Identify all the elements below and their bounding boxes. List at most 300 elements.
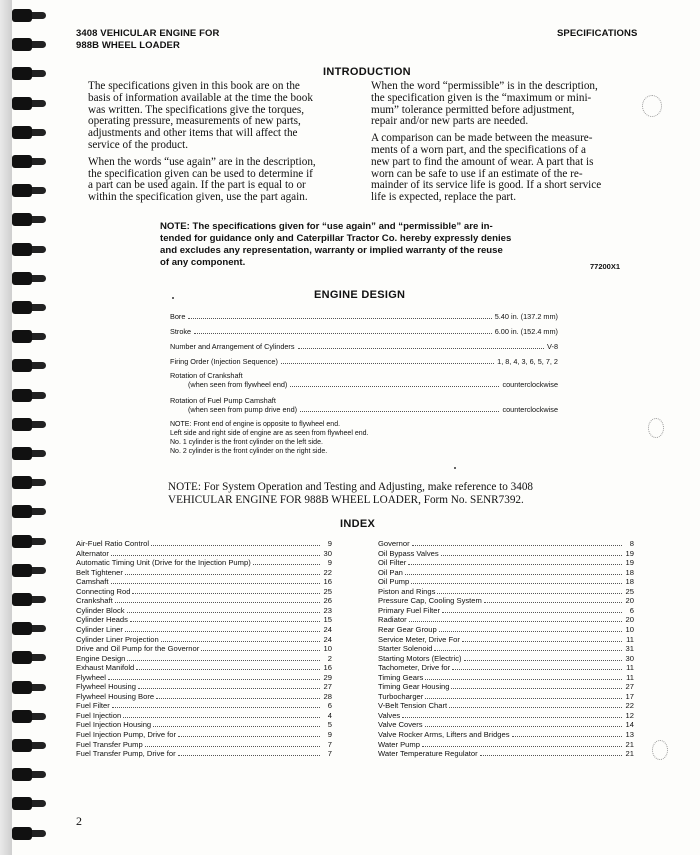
index-entry-page: 4 [327,710,332,720]
ring-loop [12,505,32,518]
leader-dots [145,746,320,747]
intro-right-line: ments of a worn part, and the specifications of a [371,143,586,156]
binding-ring [12,243,46,256]
index-entry [378,663,634,672]
intro-right-line: A comparison can be made between the measure- [371,132,593,145]
index-entry-label: Timing Gear Housing [378,682,450,692]
leader-dots [111,555,320,556]
index-entry-page: 18 [625,567,634,577]
intro-left-line: When the words “use again” are in the description, [88,155,316,168]
index-entry-page: 10 [625,624,634,634]
warranty-note-line: tended for guidance only and Caterpillar Tractor Co. hereby expressly denies [160,233,512,244]
index-entry-page: 27 [625,682,634,692]
index-entry [378,625,634,634]
index-entry-page: 7 [327,749,332,759]
index-entry-page: 10 [323,644,332,654]
index-entry-label: Cylinder Liner [76,624,123,634]
intro-left-line: the specification given can be used to determine if [88,167,313,180]
ring-hook [32,362,46,369]
orientation-note-line: Left side and right side of engine are as seen from flywheel end. [170,430,369,437]
leader-dots [441,555,622,556]
index-entry-page: 8 [629,539,634,548]
index-entry-page: 15 [323,615,332,625]
ring-loop [12,535,32,548]
margin-smudge [648,418,664,438]
leader-dots [442,612,622,613]
intro-left-line: a part can be used again. If the part is equal to or [88,179,306,192]
leader-dots [127,612,320,613]
ring-loop [12,330,32,343]
index-entry [378,568,634,577]
index-entry-label: Cylinder Block [76,605,125,615]
ring-loop [12,301,32,314]
ring-loop [12,710,32,723]
orientation-note-line: No. 2 cylinder is the front cylinder on the right side. [170,448,328,455]
index-entry-page: 14 [625,720,634,730]
ring-hook [32,246,46,253]
ring-hook [32,596,46,603]
index-entry [76,625,332,634]
index-entry-page: 16 [323,663,332,673]
index-entry [378,596,634,605]
index-entry [378,635,634,644]
intro-right-line: mainder of its service life is good. If a short service [371,179,602,192]
introduction-heading: INTRODUCTION [323,66,411,78]
binding-ring [12,651,46,664]
leader-dots [281,363,494,364]
index-entry-label: Oil Pan [378,567,403,577]
spec-row-firing-order [170,357,558,366]
header-title-line2: 988B WHEEL LOADER [76,40,180,51]
index-entry-label: Drive and Oil Pump for the Governor [76,644,200,654]
index-entry-label: Governor [378,539,410,548]
index-entry-page: 11 [626,663,634,673]
index-entry-label: Cylinder Liner Projection [76,634,159,644]
index-entry-label: V-Belt Tension Chart [378,701,448,711]
index-entry [76,587,332,596]
ring-loop [12,651,32,664]
index-entry [378,673,634,682]
index-entry-label: Cylinder Heads [76,615,128,625]
ring-loop [12,67,32,80]
index-entry [76,740,332,749]
ring-loop [12,797,32,810]
index-entry-page: 9 [327,730,332,739]
leader-dots [156,698,320,699]
index-entry-page: 26 [323,596,332,606]
leader-dots [449,707,622,708]
spec-label: Rotation of Crankshaft [170,371,243,380]
index-entry-label: Piston and Rings [378,586,436,596]
intro-left-line: adjustments and other items that will affect the [88,127,298,140]
index-entry-page: 18 [625,577,634,587]
ring-loop [12,389,32,402]
ring-hook [32,41,46,48]
index-entry [378,711,634,720]
page-number: 2 [76,814,82,828]
index-entry-label: Automatic Timing Unit (Drive for the Injection Pump) [76,558,251,568]
index-entry [76,749,332,758]
leader-dots [298,348,545,349]
ring-hook [32,421,46,428]
index-entry [76,654,332,663]
ring-loop [12,418,32,431]
index-entry [378,720,634,729]
warranty-note [160,221,590,269]
index-entry-page: 16 [323,577,332,587]
spec-label: (when seen from flywheel end) [188,380,288,389]
index-entry-label: Flywheel Housing [76,682,136,692]
index-entry-page: 6 [327,701,332,711]
index-entry-label: Starting Motors (Electric) [378,653,462,663]
ring-hook [32,392,46,399]
index-entry-page: 9 [327,539,332,548]
intro-right-line: repair and/or new parts are needed. [371,115,529,128]
ring-loop [12,213,32,226]
reference-note-line: NOTE: For System Operation and Testing and Adjusting, make reference to 3408 [168,481,534,493]
index-entry-page: 24 [323,624,332,634]
index-entry-page: 13 [625,730,634,739]
index-entry-page: 22 [323,567,332,577]
index-entry-page: 22 [625,701,634,711]
leader-dots [178,755,320,756]
speck-mark [172,297,174,299]
index-entry [378,682,634,691]
index-entry [378,740,634,749]
leader-dots [480,755,622,756]
ring-hook [32,129,46,136]
leader-dots [464,660,622,661]
ring-hook [32,800,46,807]
leader-dots [151,545,320,546]
spec-value: V-8 [547,342,558,351]
ring-hook [32,538,46,545]
index-entry [76,596,332,605]
index-entry-page: 31 [625,644,634,654]
leader-dots [125,574,320,575]
leader-dots [127,660,320,661]
ring-loop [12,622,32,635]
leader-dots [115,602,320,603]
ring-hook [32,450,46,457]
index-entry-label: Engine Design [76,653,126,663]
index-entry-page: 20 [625,596,634,606]
binding-ring [12,38,46,51]
leader-dots [439,631,622,632]
index-entry-page: 30 [323,548,332,558]
intro-right-line: new part to find the amount of wear. A part that is [371,155,594,168]
index-entry-label: Fuel Injection [76,710,122,720]
ring-loop [12,739,32,752]
index-entry [378,730,634,739]
index-entry [76,692,332,701]
leader-dots [125,631,320,632]
leader-dots [136,669,320,670]
index-entry [76,644,332,653]
index-entry-page: 25 [323,586,332,596]
index-entry [378,654,634,663]
index-entry-label: Fuel Injection Pump, Drive for [76,730,177,739]
leader-dots [153,726,320,727]
intro-left-line: The specifications given in this book are on the [88,80,300,92]
index-entry-label: Fuel Injection Housing [76,720,152,730]
ring-loop [12,155,32,168]
leader-dots [425,679,622,680]
binding-ring [12,272,46,285]
index-heading: INDEX [340,518,376,530]
intro-right-line: life is expected, replace the part. [371,191,517,204]
index-entry [76,720,332,729]
spec-row-cylinders [170,342,558,351]
ring-loop [12,243,32,256]
intro-left-column [88,81,346,204]
header-section-label: SPECIFICATIONS [557,28,638,39]
binding-ring [12,827,46,840]
ring-loop [12,827,32,840]
index-entry-label: Fuel Transfer Pump [76,739,143,749]
ring-loop [12,476,32,489]
index-entry [378,606,634,615]
binding-ring [12,710,46,723]
index-entry [378,615,634,624]
binding-spine [0,0,12,855]
ring-hook [32,771,46,778]
ring-hook [32,333,46,340]
ring-loop [12,359,32,372]
binding-ring [12,622,46,635]
leader-dots [108,679,320,680]
index-entry [76,606,332,615]
leader-dots [425,726,622,727]
index-entry-page: 6 [629,605,634,615]
ring-hook [32,625,46,632]
index-entry-page: 11 [626,672,634,682]
index-entry-label: Rear Gear Group [378,624,437,634]
index-entry-label: Fuel Filter [76,701,110,711]
index-entry-label: Camshaft [76,577,109,587]
index-entry-label: Primary Fuel Filter [378,605,441,615]
index-entry-label: Flywheel [76,672,106,682]
binding-ring [12,301,46,314]
index-entry-label: Turbocharger [378,691,424,701]
index-entry-label: Tachometer, Drive for [378,663,451,673]
index-entry-label: Pressure Cap, Cooling System [378,596,482,606]
index-entry [76,673,332,682]
binding-ring [12,9,46,22]
index-entry-label: Valve Covers [378,720,423,730]
spec-row-stroke [170,327,558,336]
margin-smudge [642,95,662,117]
header-title-line1: 3408 VEHICULAR ENGINE FOR [76,28,220,39]
index-left-column [76,539,332,759]
index-entry [378,558,634,567]
binding-ring [12,155,46,168]
leader-dots [408,564,622,565]
leader-dots [300,411,499,412]
intro-left-line: was written. The specifications give the torques, [88,103,305,116]
intro-left-line: within the specification given, use the part again. [88,191,308,204]
spec-label: Number and Arrangement of Cylinders [170,342,295,351]
binding-ring [12,505,46,518]
ring-loop [12,681,32,694]
ring-hook [32,508,46,515]
ring-loop [12,768,32,781]
index-entry-page: 11 [626,634,634,644]
spec-value: counterclockwise [502,380,558,389]
index-entry-page: 23 [323,605,332,615]
leader-dots [132,593,320,594]
index-entry-label: Valve Rocker Arms, Lifters and Bridges [378,730,510,739]
index-entry-label: Flywheel Housing Bore [76,691,155,701]
index-entry [378,644,634,653]
reference-note-line: VEHICULAR ENGINE FOR 988B WHEEL LOADER, Form No. SENR7392. [168,493,524,506]
intro-right-column [371,81,627,204]
spec-label: Rotation of Fuel Pump Camshaft [170,396,276,405]
index-entry-page: 28 [323,691,332,701]
index-entry-page: 12 [625,710,634,720]
spec-value: 6.00 in. (152.4 mm) [494,327,558,336]
spec-label: Stroke [170,327,192,336]
leader-dots [425,698,622,699]
index-entry-page: 20 [625,615,634,625]
orientation-note-line: No. 1 cylinder is the front cylinder on the left side. [170,439,323,446]
index-entry-label: Oil Pump [378,577,410,587]
leader-dots [452,669,622,670]
index-entry-label: Water Pump [378,739,420,749]
binding-ring [12,67,46,80]
spec-label: (when seen from pump drive end) [188,405,298,414]
spec-row-crankshaft-rotation [170,380,558,389]
intro-right-line: When the word “permissible” is in the description, [371,80,598,92]
reference-note [168,481,533,506]
index-entry-page: 30 [625,653,634,663]
index-entry-label: Air-Fuel Ratio Control [76,539,150,548]
spec-label: Bore [170,312,186,321]
leader-dots [451,688,622,689]
leader-dots [462,641,622,642]
ring-hook [32,304,46,311]
intro-left-line: operating pressure, measurements of new parts, [88,115,301,128]
index-entry-label: Oil Filter [378,558,407,568]
leader-dots [409,621,622,622]
engine-orientation-notes [170,420,368,456]
leader-dots [138,688,320,689]
leader-dots [484,602,622,603]
ring-loop [12,593,32,606]
ring-loop [12,447,32,460]
index-entry-label: Starter Solenoid [378,644,433,654]
index-entry-page: 9 [327,558,332,568]
index-entry-page: 24 [323,634,332,644]
ring-hook [32,567,46,574]
index-entry-label: Fuel Transfer Pump, Drive for [76,749,176,759]
spec-value: 1, 8, 4, 3, 6, 5, 7, 2 [497,357,558,366]
binding-ring [12,389,46,402]
ring-loop [12,97,32,110]
binding-ring [12,739,46,752]
index-entry [76,682,332,691]
warranty-note-line: NOTE: The specifications given for “use again” and “permissible” are in- [160,221,493,232]
ring-hook [32,654,46,661]
index-entry-label: Belt Tightener [76,567,123,577]
index-entry-page: 25 [625,586,634,596]
index-entry-page: 27 [323,682,332,692]
spec-row-bore [170,312,558,321]
index-entry-page: 5 [327,720,332,730]
binding-ring [12,476,46,489]
ring-hook [32,158,46,165]
ring-hook [32,216,46,223]
index-entry [378,701,634,710]
index-entry [76,730,332,739]
leader-dots [161,641,320,642]
ring-hook [32,830,46,837]
index-entry-label: Service Meter, Drive For [378,634,460,644]
leader-dots [512,736,622,737]
binding-ring [12,797,46,810]
ring-hook [32,187,46,194]
binding-ring [12,681,46,694]
leader-dots [188,318,491,319]
spec-value: 5.40 in. (137.2 mm) [494,312,558,321]
index-entry-label: Alternator [76,548,109,558]
intro-left-line: service of the product. [88,138,189,151]
index-entry [76,701,332,710]
warranty-note-line: and excludes any representation, warranty or implied warranty of the reuse [160,245,503,256]
ring-hook [32,742,46,749]
intro-right-line: worn can be safe to use if an estimate of the re- [371,167,583,180]
index-entry [76,663,332,672]
index-entry-label: Exhaust Manifold [76,663,135,673]
index-entry-page: 21 [625,749,634,759]
binding-ring [12,768,46,781]
index-entry [378,749,634,758]
ring-loop [12,564,32,577]
leader-dots [112,707,320,708]
binding-ring [12,97,46,110]
leader-dots [111,583,321,584]
leader-dots [402,717,622,718]
ring-hook [32,479,46,486]
index-entry [76,711,332,720]
leader-dots [412,545,622,546]
speck-mark [454,467,456,469]
ring-hook [32,70,46,77]
index-entry-label: Oil Bypass Valves [378,548,439,558]
ring-loop [12,126,32,139]
leader-dots [130,621,320,622]
binding-ring [12,126,46,139]
ring-loop [12,272,32,285]
index-entry-label: Connecting Rod [76,586,131,596]
index-entry-label: Water Temperature Regulator [378,749,478,759]
leader-dots [437,593,622,594]
warranty-note-line: of any component. [160,257,246,268]
leader-dots [194,333,492,334]
index-entry [378,577,634,586]
binding-ring [12,184,46,197]
index-entry [76,615,332,624]
intro-right-line: the specification given is the “maximum or mini- [371,91,592,104]
index-entry-page: 19 [625,558,634,568]
index-entry [76,635,332,644]
index-entry-page: 21 [625,739,634,749]
leader-dots [201,650,320,651]
spec-value: counterclockwise [502,405,558,414]
index-entry-page: 19 [625,548,634,558]
index-entry [378,587,634,596]
leader-dots [290,386,499,387]
